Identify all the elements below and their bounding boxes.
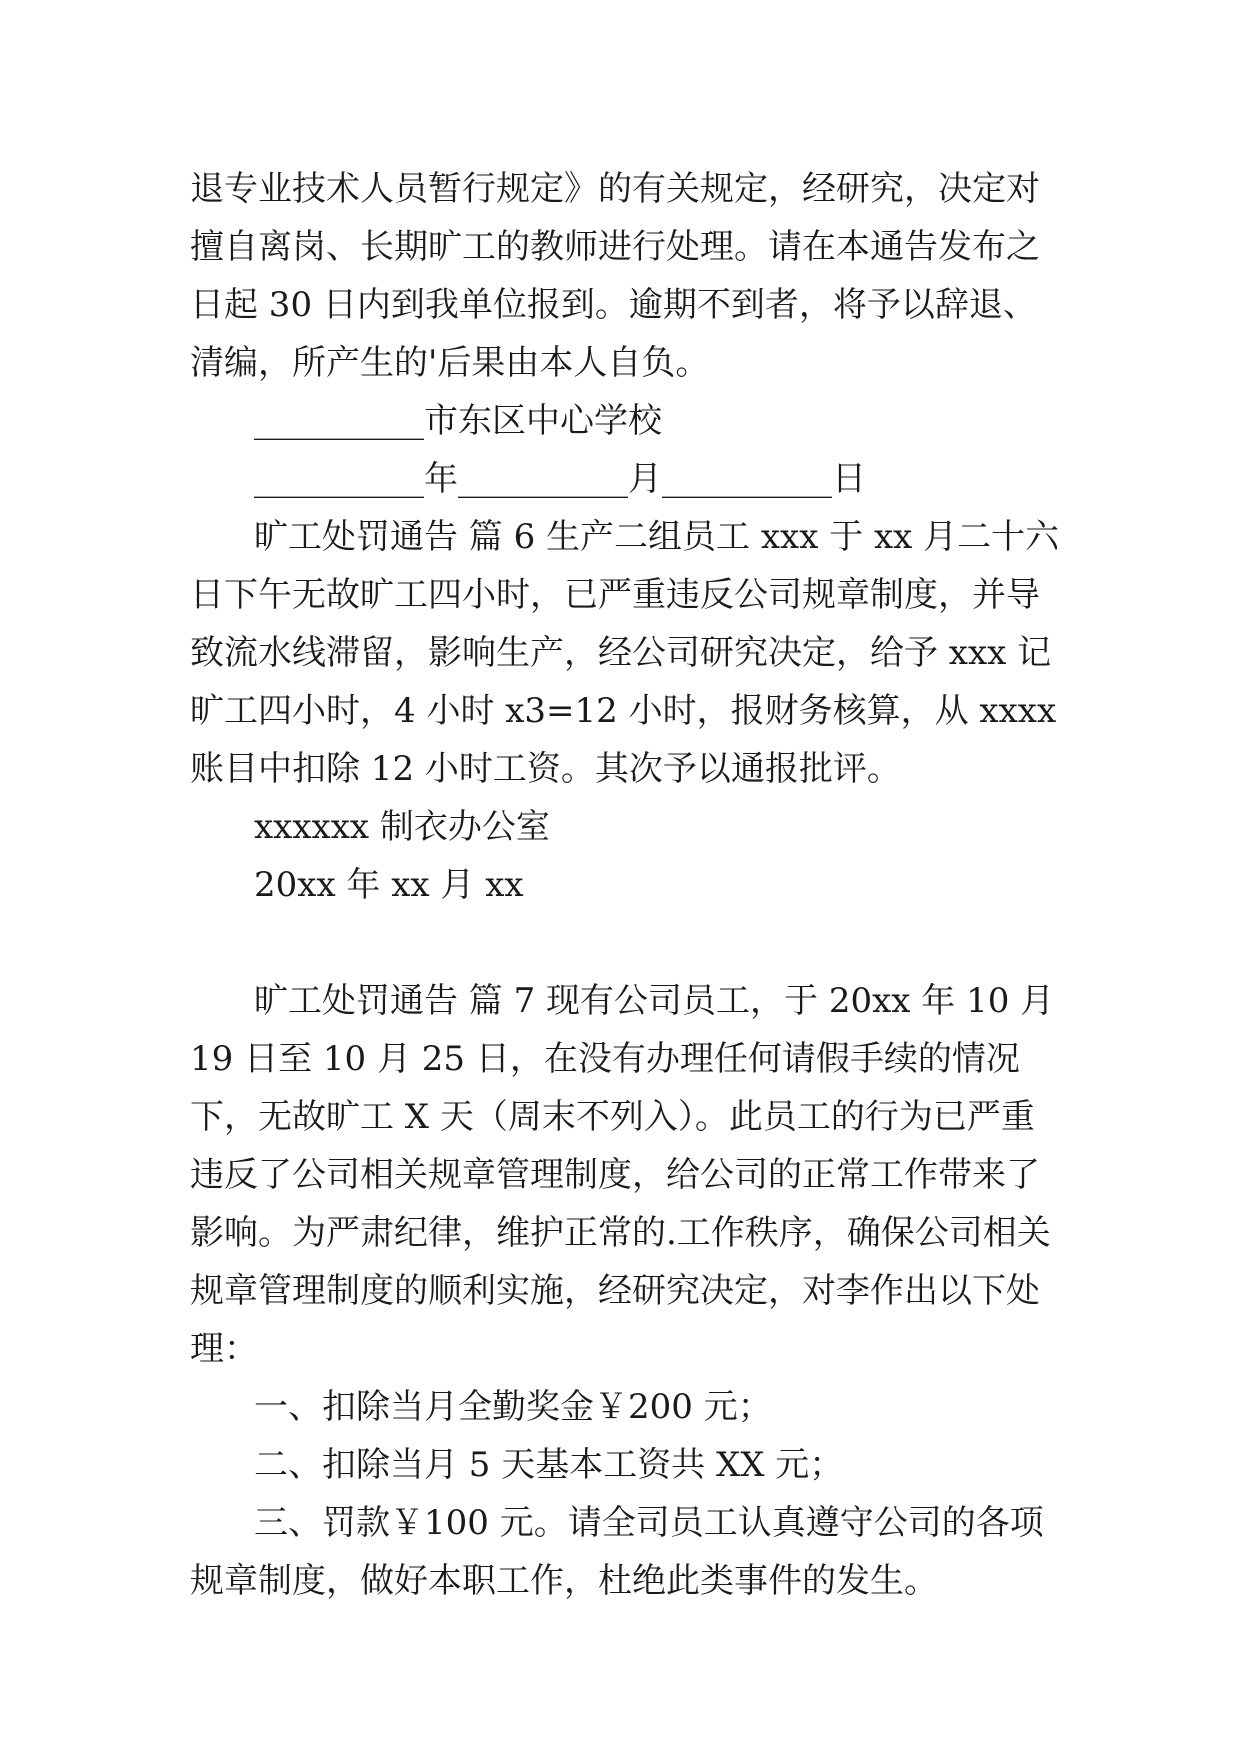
signature-date: __________年__________月__________日 (254, 459, 866, 499)
paragraph-regulation: 退专业技术人员暂行规定》的有关规定，经研究，决定对擅自离岗、长期旷工的教师进行处理。请在本通告发布之日起 30 日内到我单位报到。逾期不到者，将予以辞退、清编，所产生的'后果由本人自负。 (190, 169, 1040, 383)
paragraph-notice-6: 旷工处罚通告 篇 6 生产二组员工 xxx 于 xx 月二十六日下午无故旷工四小时，已严重违反公司规章制度，并导致流水线滞留，影响生产，经公司研究决定，给予 xxx 记旷工四小时，4 小时 x3=12 小时，报财务核算，从 xxxx 账目中扣除 12 小时工资。其次予以通报批评。 (190, 517, 1060, 789)
penalty-item-3: 三、罚款￥100 元。请全司员工认真遵守公司的各项规章制度，做好本职工作，杜绝此类事件的发生。 (190, 1503, 1044, 1601)
signature-office-date: 20xx 年 xx 月 xx (254, 865, 524, 905)
document-body (190, 160, 1060, 1610)
penalty-item-1: 一、扣除当月全勤奖金￥200 元； (254, 1387, 772, 1427)
signature-office: xxxxxx 制衣办公室 (254, 807, 550, 847)
section-gap (190, 914, 1060, 972)
paragraph-notice-7: 旷工处罚通告 篇 7 现有公司员工，于 20xx 年 10 月 19 日至 10 月 25 日，在没有办理任何请假手续的情况下，无故旷工 X 天（周末不列入）。此员工的行为已严重违反了公司相关规章管理制度，给公司的正常工作带来了影响。为严肃纪律，维护正常的.工作秩序，确保公司相关规章管理制度的顺利实施，经研究决定，对李作出以下处理： (190, 981, 1055, 1369)
penalty-item-2: 二、扣除当月 5 天基本工资共 XX 元； (254, 1445, 844, 1485)
signature-school: __________市东区中心学校 (254, 401, 662, 441)
